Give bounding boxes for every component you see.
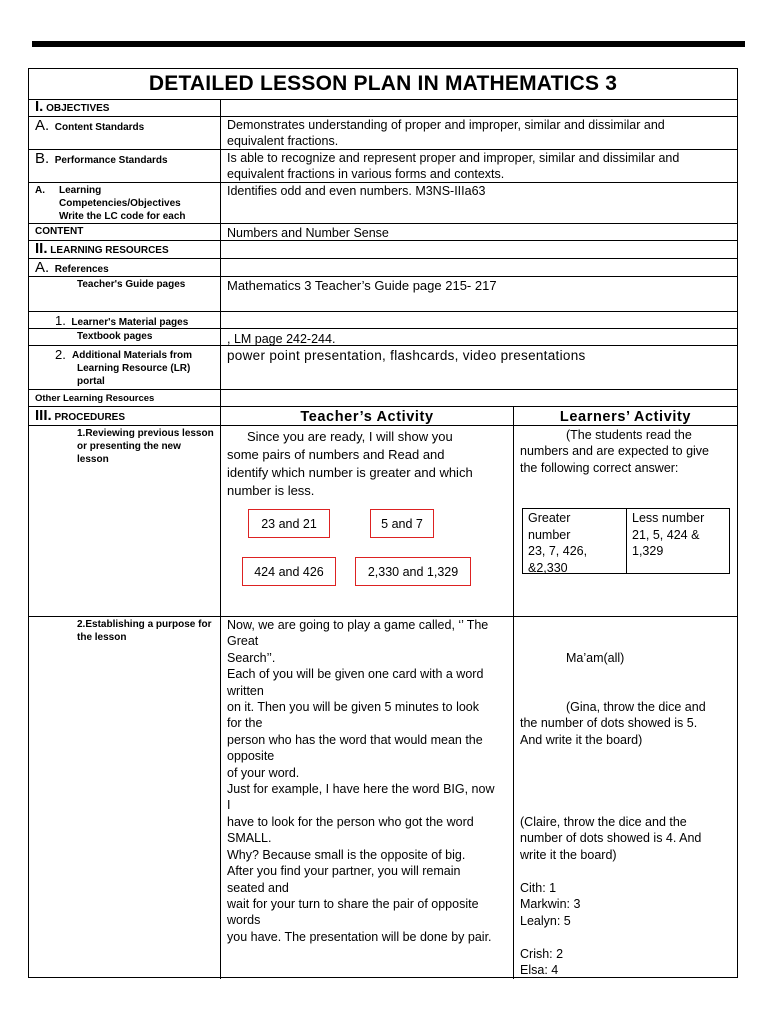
objectives-label: OBJECTIVES [46,103,110,114]
learning-competencies-num: A. [35,185,45,196]
step2-label: 2.Establishing a purpose for the lesson [77,619,212,643]
teachers-guide-text: Mathematics 3 Teacher’s Guide page 215- 217 [227,278,497,293]
step2-scores-a: Cith: 1 Markwin: 3 Lealyn: 5 [520,881,581,928]
other-resources-label: Other Learning Resources [35,393,155,404]
step2-learner-maam: Ma’am(all) [566,651,625,665]
performance-standards-row [29,150,737,183]
step2-learner-claire: (Claire, throw the dice and the number of dots showed is 4. And write it the board) [520,815,702,862]
step1-learner-text: (The students read the numbers and are expected to give the following correct answer: [520,428,710,475]
content-row [29,224,737,241]
number-pair-box: 424 and 426 [242,557,336,586]
performance-standards-num: B. [35,150,50,167]
procedures-label: PROCEDURES [54,412,126,423]
number-pair-box: 23 and 21 [248,509,330,538]
content-standards-label: Content Standards [54,122,145,133]
content-standards-text: Demonstrates understanding of proper and improper, similar and dissimilar and equivalent fractions. [227,118,665,148]
content-standards-row [29,117,737,150]
teachers-guide-label: Teacher's Guide pages [77,279,186,290]
step1-label: 1.Reviewing previous lesson or presenting the new lesson [77,428,214,465]
textbook-row [29,329,737,346]
page-title: DETAILED LESSON PLAN IN MATHEMATICS 3 [148,72,618,95]
other-resources-row [29,390,737,407]
content-label: CONTENT [35,226,84,237]
teachers-guide-row [29,277,737,312]
teacher-activity-header: Teacher’s Activity [300,409,434,425]
objectives-row [29,100,737,117]
greater-less-table [522,508,730,574]
additional-materials-row [29,346,737,390]
less-cell: Less number 21, 5, 424 & 1,329 [632,511,705,558]
learner-activity-header: Learners’ Activity [559,409,692,425]
learning-competencies-text: Identifies odd and even numbers. M3NS-IIIa63 [227,184,486,198]
step1-teacher-text: Since you are ready, I will show you some pairs of numbers and Read and identify which number is greater and which number is less. [227,429,473,498]
content-text: Numbers and Number Sense [227,226,389,240]
learning-resources-label: LEARNING RESOURCES [50,245,169,256]
references-num: A. [35,259,50,276]
references-row [29,259,737,277]
additional-materials-num: 2. [55,347,66,362]
learning-competencies-row [29,183,737,224]
additional-materials-text: power point presentation, flashcards, video presentations [227,348,586,363]
learners-material-label: Learner's Material pages [71,317,189,328]
objectives-num: I. [35,98,44,115]
references-label: References [54,264,109,275]
learners-material-row [29,312,737,329]
number-pair-box: 5 and 7 [370,509,434,538]
learning-resources-row [29,241,737,259]
performance-standards-label: Performance Standards [54,155,168,166]
procedures-row [29,407,737,426]
top-rule [32,41,745,47]
learning-resources-num: II. [35,240,48,257]
learners-material-num: 1. [55,313,66,328]
additional-materials-label: Additional Materials from Learning Resource (LR) portal [72,350,193,387]
performance-standards-text: Is able to recognize and represent proper and improper, similar and dissimilar and equivalent fractions in various forms and contexts. [227,151,680,181]
step2-scores-b: Crish: 2 Elsa: 4 [520,947,564,978]
step2-row [29,617,737,979]
content-standards-num: A. [35,117,50,134]
number-pair-box: 2,330 and 1,329 [355,557,471,586]
step2-teacher-text: Now, we are going to play a game called, ‘’ The Great Search’’. Each of you will be given one card with a word written on it. Then you will be given 5 minutes to look for the person who has the word that would mean the opposite of your word. Just for example, I have here the word BIG, now I have to look for the person who got the word SMALL. Why? Because small is the opposite of big. After you find your partner, you will remain seated and wait for your turn to share the pair of opposite words you have. The presentation will be done by pair. [227,618,495,944]
textbook-text: , LM page 242-244. [227,332,336,346]
step2-learner-gina: (Gina, throw the dice and the number of dots showed is 5. And write it the board) [520,700,706,747]
greater-cell: Greater number 23, 7, 426, &2,330 [528,511,588,575]
textbook-label: Textbook pages [77,331,153,342]
learning-competencies-label: Learning Competencies/Objectives Write the LC code for each [59,185,186,222]
title-row [29,69,737,100]
procedures-num: III. [35,407,52,424]
